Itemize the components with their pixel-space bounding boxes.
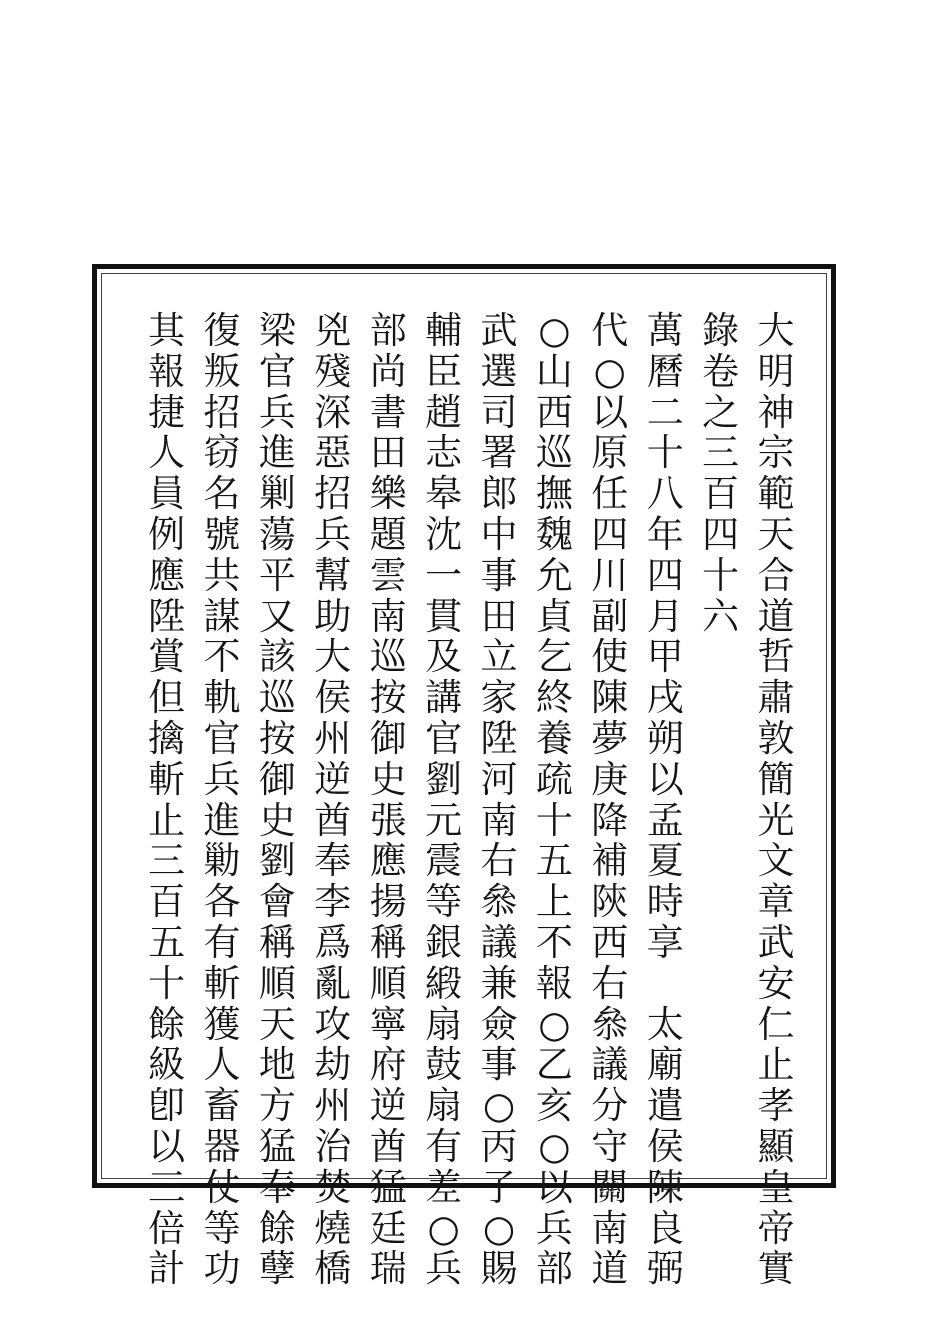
text-column-9: 兇 殘 深 惡 招 兵 幫 助 大 侯 州 逆 酋 奉 李 爲 亂 攻 劫 州 治 焚 燒 橋 xyxy=(314,309,352,1291)
text-column-11: 復 叛 招 窃 名 號 共 謀 不 軌 官 兵 進 勦 各 有 斬 獲 人 畜 器 仗 等 功 xyxy=(203,309,241,1291)
text-column-4: 代 ○ 以 原 任 四 川 副 使 陳 夢 庚 降 補 陝 西 右 叅 議 分 守 關 南 道 xyxy=(591,309,629,1291)
text-column-6: 武 選 司 署 郎 中 事 田 立 家 陞 河 南 右 叅 議 兼 僉 事 ○ 丙 子 ○ 賜 xyxy=(480,309,518,1291)
text-column-5: ○ 山 西 巡 撫 魏 允 貞 乞 終 養 疏 十 五 上 不 報 ○ 乙 亥 ○ 以 兵 部 xyxy=(535,309,573,1291)
text-column-1: 大 明 神 宗 範 天 合 道 哲 肅 敦 簡 光 文 章 武 安 仁 止 孝 顯 皇 帝 實 xyxy=(757,309,795,1291)
text-column-7: 輔 臣 趙 志 皋 沈 一 貫 及 講 官 劉 元 震 等 銀 緞 扇 鼓 扇 有 差 ○ 兵 xyxy=(425,309,463,1291)
text-column-10: 梁 官 兵 進 剿 蕩 平 又 該 巡 按 御 史 劉 會 稱 順 天 地 方 猛 奉 餘 孽 xyxy=(258,309,296,1291)
text-column-3: 萬 曆 二 十 八 年 四 月 甲 戌 朔 以 孟 夏 時 享 太 廟 遣 侯 陳 良 弼 xyxy=(646,309,684,1291)
text-column-8: 部 尚 書 田 樂 題 雲 南 巡 按 御 史 張 應 揚 稱 順 寧 府 逆 酋 猛 廷 瑞 xyxy=(369,309,407,1291)
text-column-2: 錄 卷 之 三 百 四 十 六 xyxy=(702,309,740,638)
text-column-12: 其 報 捷 人 員 例 應 陞 賞 但 擒 斬 止 三 百 五 十 餘 級 卽 以 三 倍 計 xyxy=(148,309,186,1291)
